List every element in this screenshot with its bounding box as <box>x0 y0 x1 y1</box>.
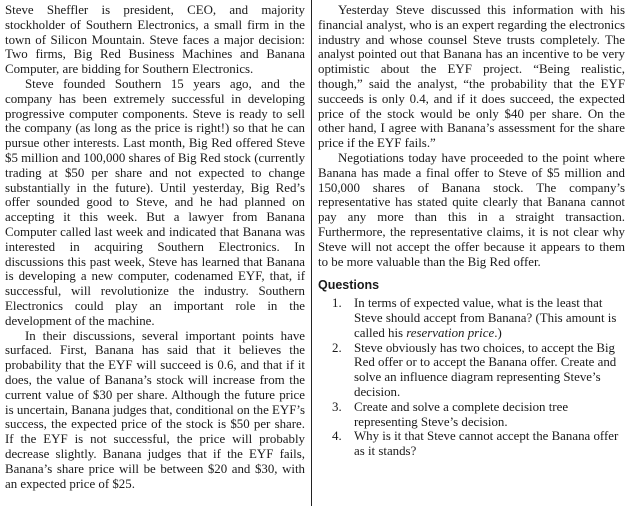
right-column <box>318 3 625 459</box>
paragraph-background: Steve founded Southern 15 years ago, and the company has been extremely successful in developing progressive computer components. Steve is ready to sell the company (as long as the price is right!) so that he can pursue other interests. Last month, Big Red offered Steve $5 million and 100,000 shares of Big Red stock (currently trading at $50 per share and not expected to change substantially in the future). Until yesterday, Big Red’s offer sounded good to Steve, and he had planned on accepting it this week. But a lawyer from Banana Computer called last week and indicated that Banana was interested in acquiring Southern Electronics. In discussions this past week, Steve has learned that Banana is developing a new computer, codenamed EYF, that, if successful, will revolutionize the industry. Southern Electronics could play an important role in the development of the machine. <box>5 76 306 328</box>
paragraph-negotiations: Negotiations today have proceeded to the point where Banana has made a final offer to Steve of $5 million and 150,000 shares of Banana stock. The company’s representative has stated quite clearly that Banana cannot pay any more than this in a straight transaction. Furthermore, the representative claims, it is not clear why Steve will not accept the offer because it appears to them to be more valuable than the Big Red offer. <box>318 150 625 269</box>
question-item <box>318 400 625 430</box>
question-text-part: .) <box>494 325 502 340</box>
questions-list <box>318 296 625 459</box>
left-column <box>5 3 305 491</box>
question-text: Create and solve a complete decision tree representing Steve’s decision. <box>354 399 569 429</box>
questions-heading: Questions <box>318 278 380 293</box>
question-text-part: In terms of expected value, what is the least that Steve should accept from Banana? (This amount is called his <box>354 296 617 340</box>
question-text: Why is it that Steve cannot accept the Banana offer as it stands? <box>354 429 619 459</box>
question-number: 4. <box>332 429 342 444</box>
paragraph-intro: Steve Sheffler is president, CEO, and majority stockholder of Southern Electronics, a small firm in the town of Silicon Mountain. Steve faces a major decision: Two firms, Big Red Business Machines and Banana Computer, are bidding for Southern Electronics. <box>5 3 305 77</box>
question-number: 2. <box>332 340 342 355</box>
question-italic-term: reservation price <box>406 325 495 340</box>
question-number: 3. <box>332 399 342 414</box>
column-divider <box>311 0 312 506</box>
question-item <box>318 296 625 340</box>
paragraph-analyst: Yesterday Steve discussed this information with his financial analyst, who is an expert regarding the electronics industry and whose counsel Steve trusts completely. The analyst pointed out that Banana has an incentive to be very optimistic about the EYF project. “Being realistic, though,” said the analyst, “the probability that the EYF succeeds is only 0.4, and if it does succeed, the expected price of the stock would be only $40 per share. On the other hand, I agree with Banana’s assessment for the share price if the EYF fails.” <box>318 3 625 151</box>
paragraph-banana-points: In their discussions, several important points have surfaced. First, Banana has said that it believes the probability that the EYF will succeed is 0.6, and that if it does, the value of Banana’s stock will increase from the current value of $30 per share. Although the future price is uncertain, Banana judges that, conditional on the EYF’s success, the expected price of the stock is $50 per share. If the EYF is not successful, the price will probably decrease slightly. Banana judges that if the EYF fails, Banana’s share price will be between $20 and $30, with an expected price of $25. <box>5 328 306 491</box>
question-number: 1. <box>332 296 342 311</box>
question-item <box>318 429 625 459</box>
question-text: Steve obviously has two choices, to accept the Big Red offer or to accept the Banana offer. Create and solve an influence diagram representing Steve’s decision. <box>354 340 617 399</box>
question-item <box>318 341 625 400</box>
question-text <box>354 296 616 340</box>
